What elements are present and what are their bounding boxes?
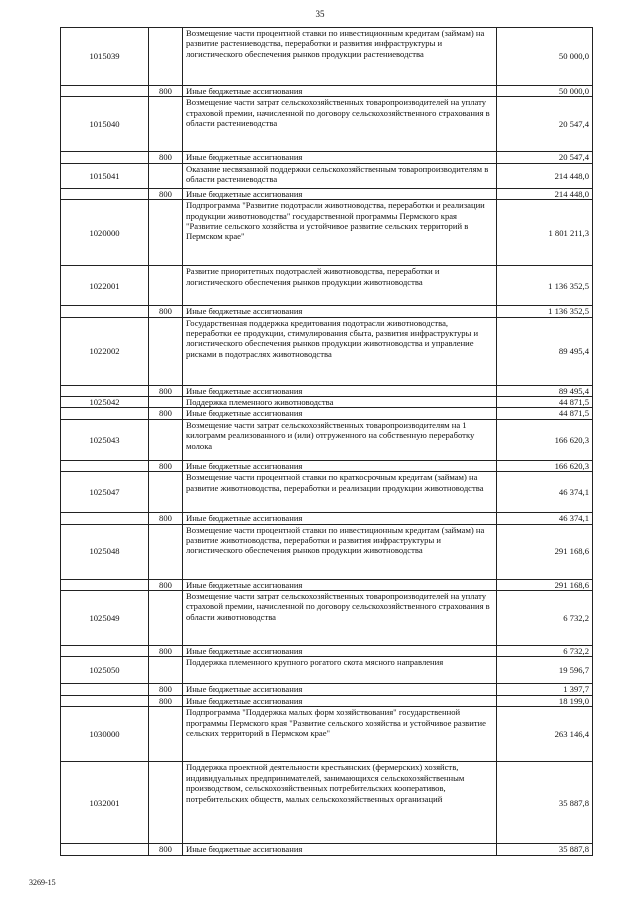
cell-kvr xyxy=(149,317,183,385)
cell-kvr xyxy=(149,524,183,579)
cell-code xyxy=(61,579,149,590)
cell-code: 1032001 xyxy=(61,762,149,844)
program-row xyxy=(61,200,593,266)
cell-code xyxy=(61,408,149,419)
cell-code: 1025049 xyxy=(61,591,149,646)
allocation-row xyxy=(61,86,593,97)
cell-name: Иные бюджетные ассигнования xyxy=(183,844,497,855)
cell-sum: 50 000,0 xyxy=(497,86,593,97)
cell-sum: 46 374,1 xyxy=(497,513,593,524)
cell-sum: 89 495,4 xyxy=(497,317,593,385)
cell-code xyxy=(61,844,149,855)
cell-name: Возмещение части затрат сельскохозяйственных товаропроизводителям на 1 килограмм реализованного и (или) отгруженного на собственную переработку молока xyxy=(183,419,497,460)
page-number: 35 xyxy=(315,9,325,19)
cell-name: Государственная поддержка кредитования подотрасли животноводства, переработки ее продукции, стимулирования сбыта, развития инфраструктуры и логистического обеспечения рынков продукции животноводства и управление рисками в подотраслях животноводства xyxy=(183,317,497,385)
cell-sum: 20 547,4 xyxy=(497,152,593,163)
cell-sum: 214 448,0 xyxy=(497,188,593,199)
cell-name: Иные бюджетные ассигнования xyxy=(183,385,497,396)
cell-sum: 44 871,5 xyxy=(497,408,593,419)
cell-name: Иные бюджетные ассигнования xyxy=(183,646,497,657)
cell-name: Возмещение части процентной ставки по инвестиционным кредитам (займам) на развитие растениеводства, переработки и развития инфраструктуры и логистического обеспечения рынков продукции растениеводства xyxy=(183,28,497,86)
cell-kvr xyxy=(149,472,183,513)
cell-sum: 1 801 211,3 xyxy=(497,200,593,266)
cell-sum: 19 596,7 xyxy=(497,657,593,684)
program-row xyxy=(61,591,593,646)
allocation-row xyxy=(61,844,593,855)
cell-code: 1025047 xyxy=(61,472,149,513)
cell-kvr: 800 xyxy=(149,844,183,855)
cell-kvr xyxy=(149,200,183,266)
cell-kvr: 800 xyxy=(149,306,183,317)
cell-code: 1015039 xyxy=(61,28,149,86)
cell-sum: 291 168,6 xyxy=(497,579,593,590)
cell-code: 1030000 xyxy=(61,707,149,762)
cell-kvr: 800 xyxy=(149,152,183,163)
cell-code: 1025042 xyxy=(61,397,149,408)
cell-sum: 1 397,7 xyxy=(497,684,593,695)
cell-name: Подпрограмма "Поддержка малых форм хозяйствования" государственной программы Пермского края "Развитие сельского хозяйства и устойчивое развитие сельских территорий в Пермском крае" xyxy=(183,707,497,762)
cell-sum: 89 495,4 xyxy=(497,385,593,396)
cell-code: 1015040 xyxy=(61,97,149,152)
cell-code: 1022001 xyxy=(61,266,149,306)
cell-name: Возмещение части затрат сельскохозяйственных товаропроизводителей на уплату страховой премии, начисленной по договору сельскохозяйственного страхования в области растениеводства xyxy=(183,97,497,152)
cell-name: Иные бюджетные ассигнования xyxy=(183,579,497,590)
program-row xyxy=(61,707,593,762)
cell-kvr xyxy=(149,419,183,460)
cell-sum: 18 199,0 xyxy=(497,695,593,706)
cell-sum: 166 620,3 xyxy=(497,460,593,471)
cell-name: Иные бюджетные ассигнования xyxy=(183,306,497,317)
cell-name: Поддержка племенного крупного рогатого скота мясного направления xyxy=(183,657,497,684)
cell-code xyxy=(61,695,149,706)
allocation-row xyxy=(61,579,593,590)
cell-name: Иные бюджетные ассигнования xyxy=(183,695,497,706)
cell-code xyxy=(61,86,149,97)
allocation-row xyxy=(61,188,593,199)
cell-code: 1022002 xyxy=(61,317,149,385)
cell-sum: 6 732,2 xyxy=(497,591,593,646)
cell-sum: 214 448,0 xyxy=(497,163,593,188)
cell-name: Поддержка племенного животноводства xyxy=(183,397,497,408)
cell-sum: 35 887,8 xyxy=(497,844,593,855)
cell-sum: 6 732,2 xyxy=(497,646,593,657)
allocation-row xyxy=(61,695,593,706)
cell-kvr xyxy=(149,707,183,762)
document-code: 3269-15 xyxy=(29,878,56,887)
cell-kvr: 800 xyxy=(149,646,183,657)
cell-name: Иные бюджетные ассигнования xyxy=(183,408,497,419)
program-row xyxy=(61,524,593,579)
cell-kvr: 800 xyxy=(149,460,183,471)
program-row xyxy=(61,419,593,460)
budget-table xyxy=(60,27,593,856)
cell-kvr: 800 xyxy=(149,385,183,396)
cell-name: Иные бюджетные ассигнования xyxy=(183,684,497,695)
cell-kvr xyxy=(149,397,183,408)
cell-sum: 35 887,8 xyxy=(497,762,593,844)
cell-name: Возмещение части затрат сельскохозяйственных товаропроизводителей на уплату страховой премии, начисленной по договору сельскохозяйственного страхования в области животноводства xyxy=(183,591,497,646)
cell-code: 1020000 xyxy=(61,200,149,266)
program-row xyxy=(61,163,593,188)
cell-code: 1015041 xyxy=(61,163,149,188)
allocation-row xyxy=(61,152,593,163)
cell-name: Возмещение части процентной ставки по краткосрочным кредитам (займам) на развитие животноводства, переработки и реализации продукции животноводства xyxy=(183,472,497,513)
program-row xyxy=(61,97,593,152)
cell-sum: 46 374,1 xyxy=(497,472,593,513)
cell-name: Подпрограмма "Развитие подотрасли животноводства, переработки и реализации продукции животноводства" государственной программы Пермского края "Развитие сельского хозяйства и устойчивое развитие сельских территорий в Пермском крае" xyxy=(183,200,497,266)
cell-kvr xyxy=(149,266,183,306)
cell-name: Поддержка проектной деятельности крестьянских (фермерских) хозяйств, индивидуальных предпринимателей, занимающихся сельскохозяйственным производством, сельскохозяйственных потребительских кооперативов, потребительских обществ, малых сельскохозяйственных организаций xyxy=(183,762,497,844)
program-row xyxy=(61,266,593,306)
cell-code: 1025050 xyxy=(61,657,149,684)
cell-name: Иные бюджетные ассигнования xyxy=(183,152,497,163)
cell-code: 1025043 xyxy=(61,419,149,460)
cell-code xyxy=(61,152,149,163)
cell-code xyxy=(61,306,149,317)
cell-name: Оказание несвязанной поддержки сельскохозяйственным товаропроизводителям в области растениеводства xyxy=(183,163,497,188)
cell-sum: 1 136 352,5 xyxy=(497,266,593,306)
cell-kvr: 800 xyxy=(149,188,183,199)
allocation-row xyxy=(61,460,593,471)
allocation-row xyxy=(61,408,593,419)
cell-sum: 20 547,4 xyxy=(497,97,593,152)
allocation-row xyxy=(61,306,593,317)
cell-name: Иные бюджетные ассигнования xyxy=(183,460,497,471)
cell-sum: 263 146,4 xyxy=(497,707,593,762)
cell-kvr: 800 xyxy=(149,684,183,695)
cell-kvr: 800 xyxy=(149,695,183,706)
cell-kvr xyxy=(149,163,183,188)
cell-kvr xyxy=(149,28,183,86)
program-row xyxy=(61,28,593,86)
cell-kvr: 800 xyxy=(149,86,183,97)
allocation-row xyxy=(61,646,593,657)
cell-sum: 50 000,0 xyxy=(497,28,593,86)
cell-kvr xyxy=(149,97,183,152)
allocation-row xyxy=(61,385,593,396)
cell-name: Иные бюджетные ассигнования xyxy=(183,513,497,524)
cell-code: 1025048 xyxy=(61,524,149,579)
cell-code xyxy=(61,460,149,471)
cell-code xyxy=(61,188,149,199)
cell-name: Иные бюджетные ассигнования xyxy=(183,86,497,97)
budget-table-body xyxy=(61,28,593,856)
program-row xyxy=(61,317,593,385)
cell-kvr: 800 xyxy=(149,579,183,590)
allocation-row xyxy=(61,513,593,524)
cell-sum: 291 168,6 xyxy=(497,524,593,579)
cell-sum: 166 620,3 xyxy=(497,419,593,460)
cell-kvr: 800 xyxy=(149,408,183,419)
cell-kvr xyxy=(149,657,183,684)
program-row xyxy=(61,762,593,844)
cell-kvr: 800 xyxy=(149,513,183,524)
cell-sum: 1 136 352,5 xyxy=(497,306,593,317)
cell-code xyxy=(61,513,149,524)
allocation-row xyxy=(61,684,593,695)
cell-code xyxy=(61,646,149,657)
program-row xyxy=(61,472,593,513)
cell-code xyxy=(61,684,149,695)
cell-name: Развитие приоритетных подотраслей животноводства, переработки и логистического обеспечения рынков продукции животноводства xyxy=(183,266,497,306)
cell-name: Возмещение части процентной ставки по инвестиционным кредитам (займам) на развитие животноводства, переработки и развития инфраструктуры и логистического обеспечения рынков продукции животноводства xyxy=(183,524,497,579)
cell-name: Иные бюджетные ассигнования xyxy=(183,188,497,199)
cell-code xyxy=(61,385,149,396)
cell-sum: 44 871,5 xyxy=(497,397,593,408)
program-row xyxy=(61,397,593,408)
program-row xyxy=(61,657,593,684)
cell-kvr xyxy=(149,762,183,844)
cell-kvr xyxy=(149,591,183,646)
